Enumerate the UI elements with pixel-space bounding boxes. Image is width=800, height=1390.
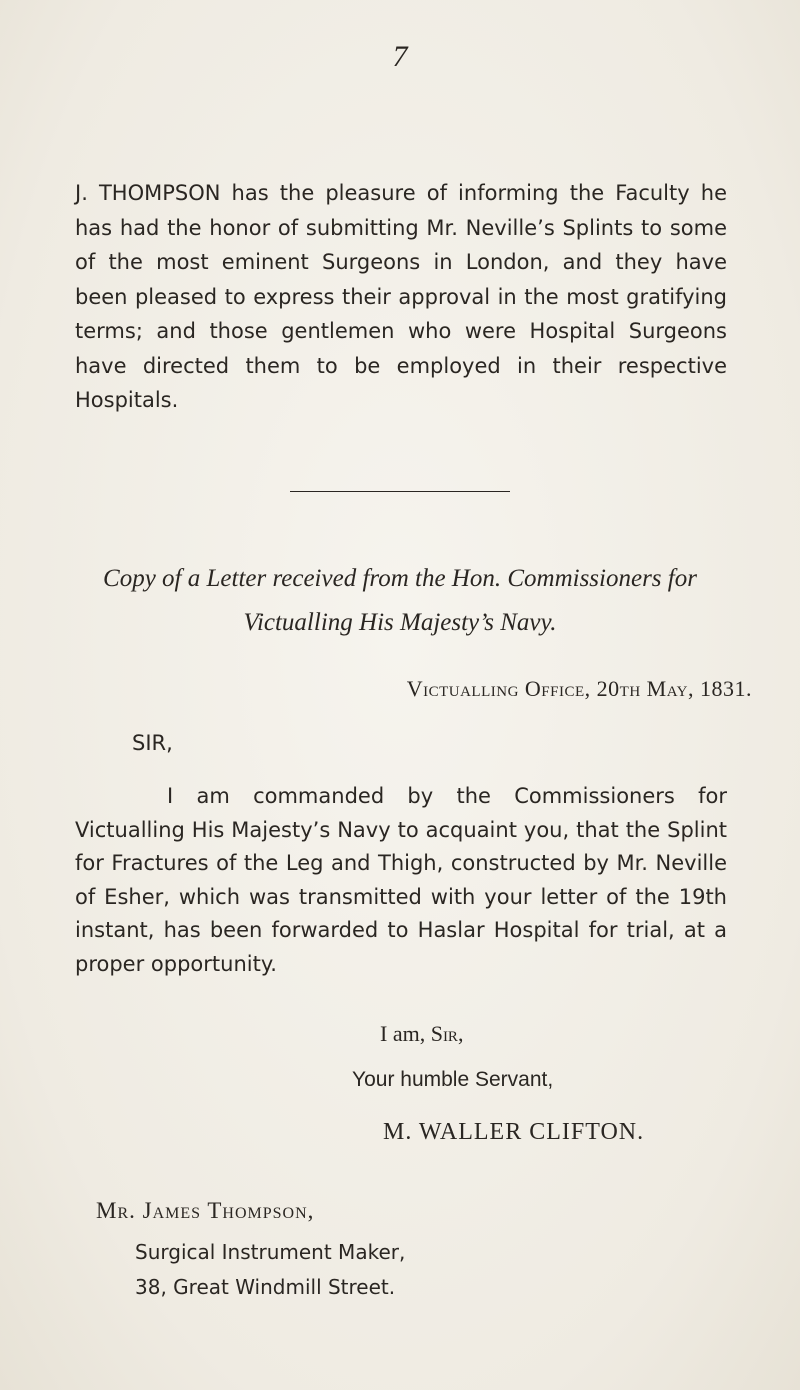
closing-title: Sir, (430, 1021, 464, 1046)
letter-signature: M. WALLER CLIFTON. (383, 1119, 645, 1145)
closing-prefix: I am, (380, 1021, 431, 1046)
letter-body: I am commanded by the Commissioners for Victualling His Majesty’s Navy to acquaint you, that the Splint for Fractures of the Leg and Thigh, constructed by Mr. Neville of Esher, which was transmitted with your letter of the 19th instant, has been forwarded to Haslar Hospital for trial, at a proper opportunity. (75, 784, 727, 976)
letter-office-date: Victualling Office, 20th May, 1831. (406, 676, 752, 701)
addressee-occupation: Surgical Instrument Maker, (135, 1240, 406, 1264)
letter-heading: Copy of a Letter received from the Hon. Commissioners for Victualling His Majesty’s Navy. (103, 565, 697, 636)
letter-valediction: Your humble Servant, (352, 1068, 554, 1091)
addressee-name: Mr. James Thompson, (96, 1198, 315, 1223)
page-number: 7 (392, 40, 408, 73)
letter-closing-line (380, 1021, 463, 1047)
intro-paragraph: J. THOMPSON has the pleasure of informing the Faculty he has had the honor of submitting Mr. Neville’s Splints to some of the most eminent Surgeons in London, and they have been pleased to express their approval in the most gratifying terms; and those gentlemen who were Hospital Surgeons have directed them to be employed in their respective Hospitals. (75, 181, 727, 412)
section-divider (290, 491, 510, 492)
addressee-street: 38, Great Windmill Street. (135, 1275, 396, 1299)
letter-salutation: SIR, (132, 731, 173, 755)
